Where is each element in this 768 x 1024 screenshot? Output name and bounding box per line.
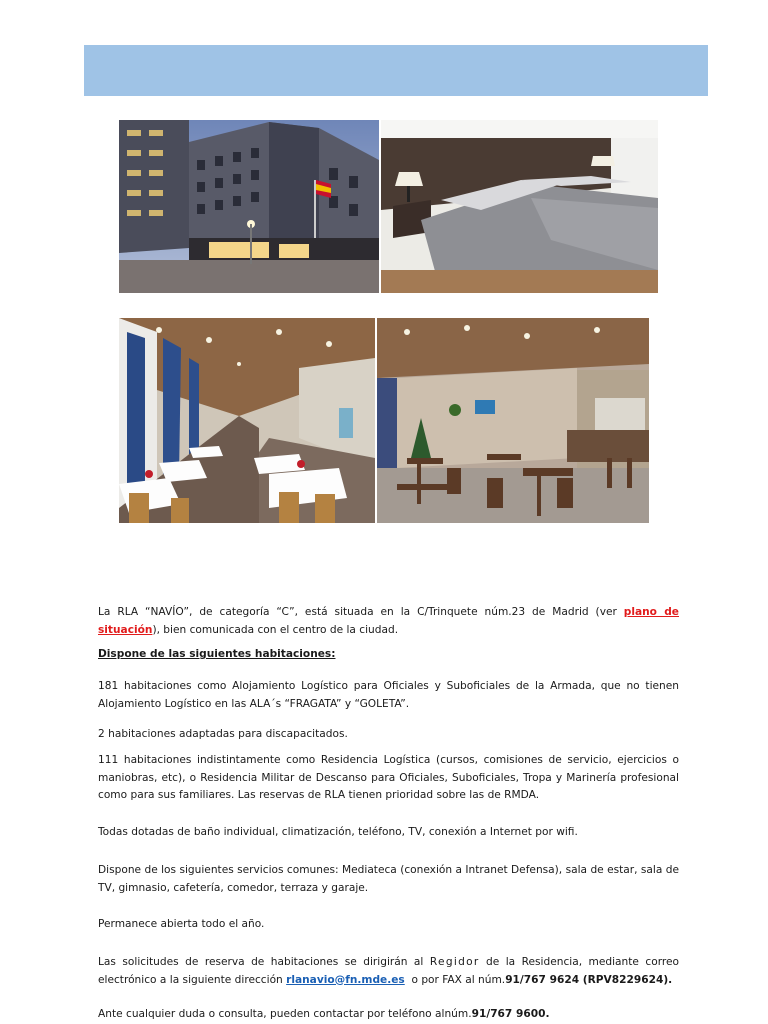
intro-text-after: ), bien comunicada con el centro de la ciudad.: [152, 623, 399, 636]
header-band: [84, 45, 708, 96]
paragraph-111-rooms: [98, 752, 679, 805]
paragraph-open-text: Permanece abierta todo el año.: [98, 918, 265, 930]
paragraph-181-text: 181 habitaciones como Alojamiento Logístico para Oficiales y Suboficiales de la Armada, que no tienen Alojamiento Logístico en las ALA´s “FRAGATA” y “GOLETA”.: [98, 680, 679, 710]
intro-paragraph: [98, 604, 679, 639]
booking-regidor: Regidor: [429, 956, 480, 968]
bedroom-photo: [381, 120, 658, 293]
cafeteria-photo: [377, 318, 649, 523]
booking-text-3: o por FAX al núm.: [404, 973, 506, 986]
paragraph-equipment-text: Todas dotadas de baño individual, climatización, teléfono, TV, conexión a Internet por wifi.: [98, 826, 578, 838]
contact-text: Ante cualquier duda o consulta, pueden contactar por teléfono alnúm.: [98, 1008, 472, 1020]
phone-number: 91/767 9600.: [471, 1008, 550, 1020]
building-exterior-photo: [119, 120, 379, 293]
dining-room-photo: [119, 318, 375, 523]
location-map-link[interactable]: plano de situación: [98, 606, 679, 636]
paragraph-equipment: [98, 824, 679, 842]
paragraph-181-rooms: [98, 678, 679, 713]
paragraph-contact: [98, 1006, 679, 1024]
paragraph-booking: [98, 954, 679, 989]
paragraph-services-text: Dispone de los siguientes servicios comunes: Mediateca (conexión a Intranet Defensa), sala de estar, sala de TV, gimnasio, cafetería, comedor, terraza y garaje.: [98, 864, 679, 894]
email-link[interactable]: rlanavio@fn.mde.es: [286, 973, 405, 986]
paragraph-2-rooms: [98, 726, 679, 744]
paragraph-open: [98, 916, 679, 934]
rooms-heading-text: Dispone de las siguientes habitaciones:: [98, 648, 336, 660]
paragraph-111-text: 111 habitaciones indistintamente como Residencia Logística (cursos, comisiones de servicio, ejercicios o maniobras, etc), o Residencia Militar de Descanso para Oficiales, Suboficiales, Tropa y Marinería profesional como para sus familiares. Las reservas de RLA tienen prioridad sobre las de RMDA.: [98, 754, 679, 801]
booking-text-2: de la Residencia, mediante correo electrónico a la siguiente dirección: [98, 956, 679, 986]
paragraph-services: [98, 862, 679, 897]
paragraph-2-text: 2 habitaciones adaptadas para discapacitados.: [98, 728, 348, 740]
fax-number: 91/767 9624 (RPV8229624).: [505, 973, 673, 986]
booking-text-1: Las solicitudes de reserva de habitaciones se dirigirán al: [98, 956, 430, 968]
intro-text-before: La RLA “NAVÍO”, de categoría “C”, está situada en la C/Trinquete núm.23 de Madrid (ver: [98, 606, 624, 618]
rooms-heading: [98, 646, 679, 664]
